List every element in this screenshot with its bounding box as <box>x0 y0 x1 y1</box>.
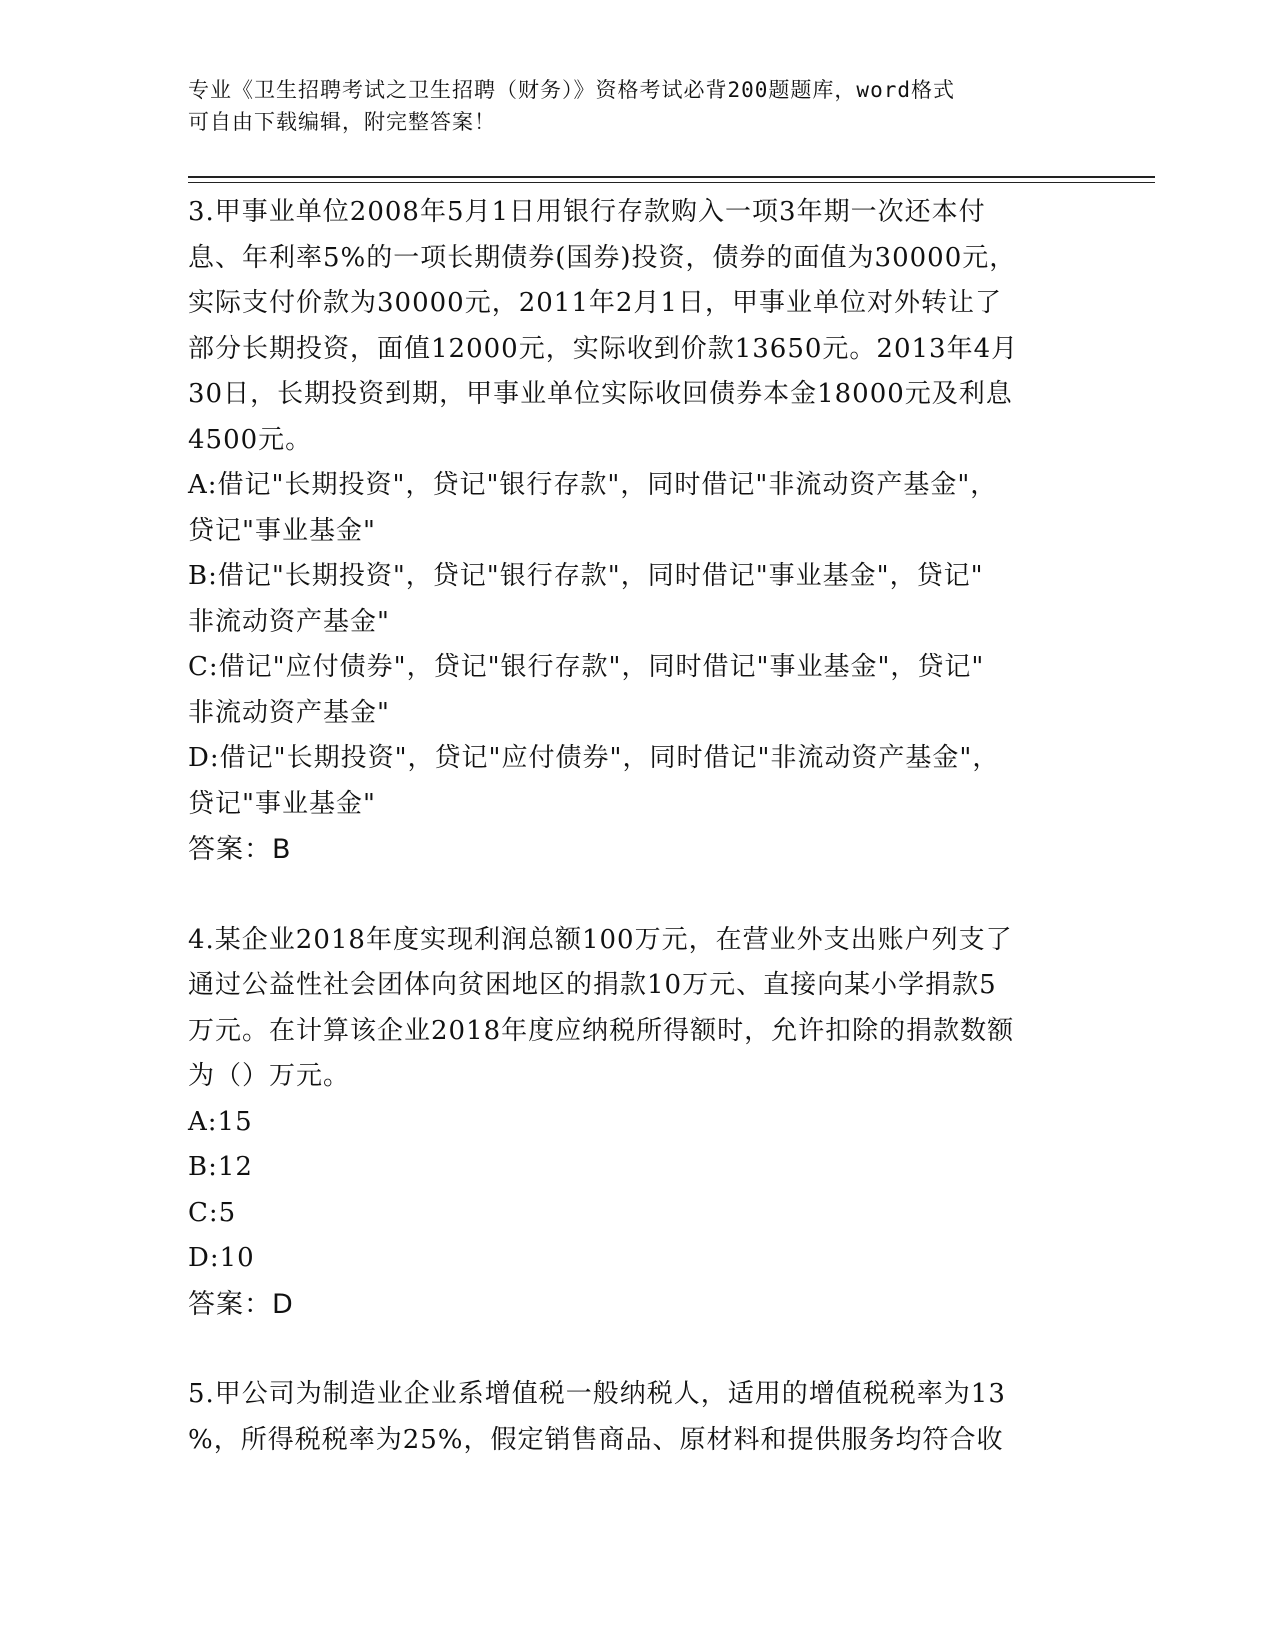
header-divider-thin <box>188 182 1155 183</box>
answer-line: 答案：D <box>188 1288 294 1320</box>
question-line: %，所得税税率为25%，假定销售商品、原材料和提供服务均符合收 <box>188 1424 1004 1455</box>
header-divider-thick <box>188 176 1155 178</box>
question-spacer <box>188 1327 1088 1372</box>
option-line: B:12 <box>188 1152 253 1182</box>
option-line: B:借记"长期投资"，贷记"银行存款"，同时借记"事业基金"，贷记" <box>188 561 984 591</box>
question-5 <box>188 1372 1088 1463</box>
question-line: 5.甲公司为制造业企业系增值税一般纳税人，适用的增值税税率为13 <box>188 1379 1006 1409</box>
option-line: 贷记"事业基金" <box>188 515 376 546</box>
answer-line: 答案：B <box>188 834 292 865</box>
question-line: 30日，长期投资到期，甲事业单位实际收回债券本金18000元及利息 <box>188 379 1013 409</box>
option-line: D:10 <box>188 1243 255 1273</box>
option-line: 非流动资产基金" <box>188 697 390 728</box>
question-line: 为（）万元。 <box>188 1061 351 1091</box>
document-header <box>188 74 1068 138</box>
question-line: 4.某企业2018年度实现利润总额100万元，在营业外支出账户列支了 <box>188 924 1013 955</box>
option-line: A:借记"长期投资"，贷记"银行存款"，同时借记"非流动资产基金"， <box>188 470 998 500</box>
header-line-2: 可自由下载编辑，附完整答案！ <box>188 110 496 134</box>
option-line: 贷记"事业基金" <box>188 788 376 819</box>
option-line: C:借记"应付债券"，贷记"银行存款"，同时借记"事业基金"，贷记" <box>188 652 985 682</box>
option-line: D:借记"长期投资"，贷记"应付债券"，同时借记"非流动资产基金"， <box>188 743 1000 773</box>
question-spacer <box>188 873 1088 918</box>
question-line: 通过公益性社会团体向贫困地区的捐款10万元、直接向某小学捐款5 <box>188 970 997 1000</box>
question-line: 3.甲事业单位2008年5月1日用银行存款购入一项3年期一次还本付 <box>188 197 986 227</box>
question-line: 实际支付价款为30000元，2011年2月1日，甲事业单位对外转让了 <box>188 288 1002 318</box>
question-4 <box>188 918 1088 1328</box>
question-3 <box>188 190 1088 873</box>
question-line: 4500元。 <box>188 424 313 455</box>
option-line: 非流动资产基金" <box>188 606 390 637</box>
question-line: 万元。在计算该企业2018年度应纳税所得额时，允许扣除的捐款数额 <box>188 1015 1015 1046</box>
question-list <box>188 190 1088 1463</box>
option-line: C:5 <box>188 1197 237 1228</box>
header-line-1: 专业《卫生招聘考试之卫生招聘（财务）》资格考试必背200题题库，word格式 <box>188 78 955 102</box>
question-line: 部分长期投资，面值12000元，实际收到价款13650元。2013年4月 <box>188 333 1019 364</box>
option-line: A:15 <box>188 1106 253 1137</box>
question-line: 息、年利率5%的一项长期债券(国券)投资，债券的面值为30000元， <box>188 242 1017 273</box>
